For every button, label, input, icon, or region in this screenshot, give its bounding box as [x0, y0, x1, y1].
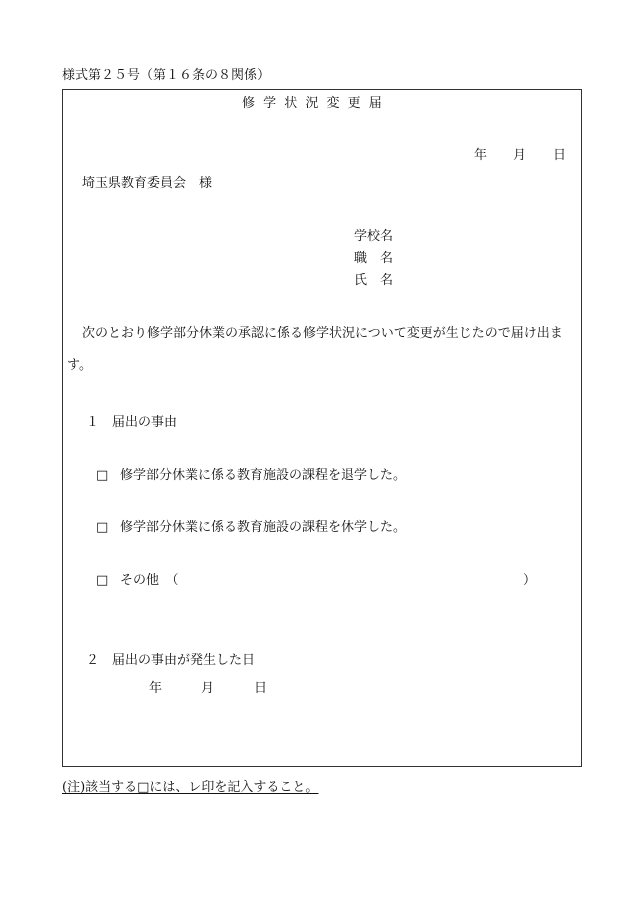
form-title: 修 学 状 況 変 更 届: [242, 96, 384, 111]
occurrence-month: 月: [201, 681, 215, 696]
name-label: 氏 名: [354, 273, 394, 288]
submission-month: 月: [513, 148, 527, 163]
occurrence-year: 年: [149, 681, 163, 696]
school-name-label: 学校名: [354, 229, 394, 244]
option-withdrawal-label: 修学部分休業に係る教育施設の課程を退学した。: [120, 468, 407, 483]
section1-heading: １ 届出の事由: [86, 415, 178, 430]
option-other-label: その他 （: [120, 573, 179, 588]
checkbox-other[interactable]: □: [96, 573, 109, 588]
submission-year: 年: [474, 148, 488, 163]
body-text-line1: 次のとおり修学部分休業の承認に係る修学状況について変更が生じたので届け出ま: [82, 326, 563, 341]
position-label: 職 名: [354, 251, 394, 266]
form-number: 様式第２５号（第１６条の８関係）: [62, 68, 271, 83]
option-leave-label: 修学部分休業に係る教育施設の課程を休学した。: [120, 520, 407, 535]
addressee: 埼玉県教育委員会 様: [82, 176, 213, 191]
footnote: (注)該当する□には、レ印を記入すること。: [62, 780, 319, 795]
section2-heading: ２ 届出の事由が発生した日: [86, 653, 256, 668]
body-text-line2: す。: [67, 358, 92, 373]
option-other-close-paren: ）: [523, 573, 537, 588]
checkbox-withdrawal[interactable]: □: [96, 468, 109, 483]
checkbox-leave[interactable]: □: [96, 520, 109, 535]
occurrence-day: 日: [254, 681, 268, 696]
submission-day: 日: [553, 148, 567, 163]
